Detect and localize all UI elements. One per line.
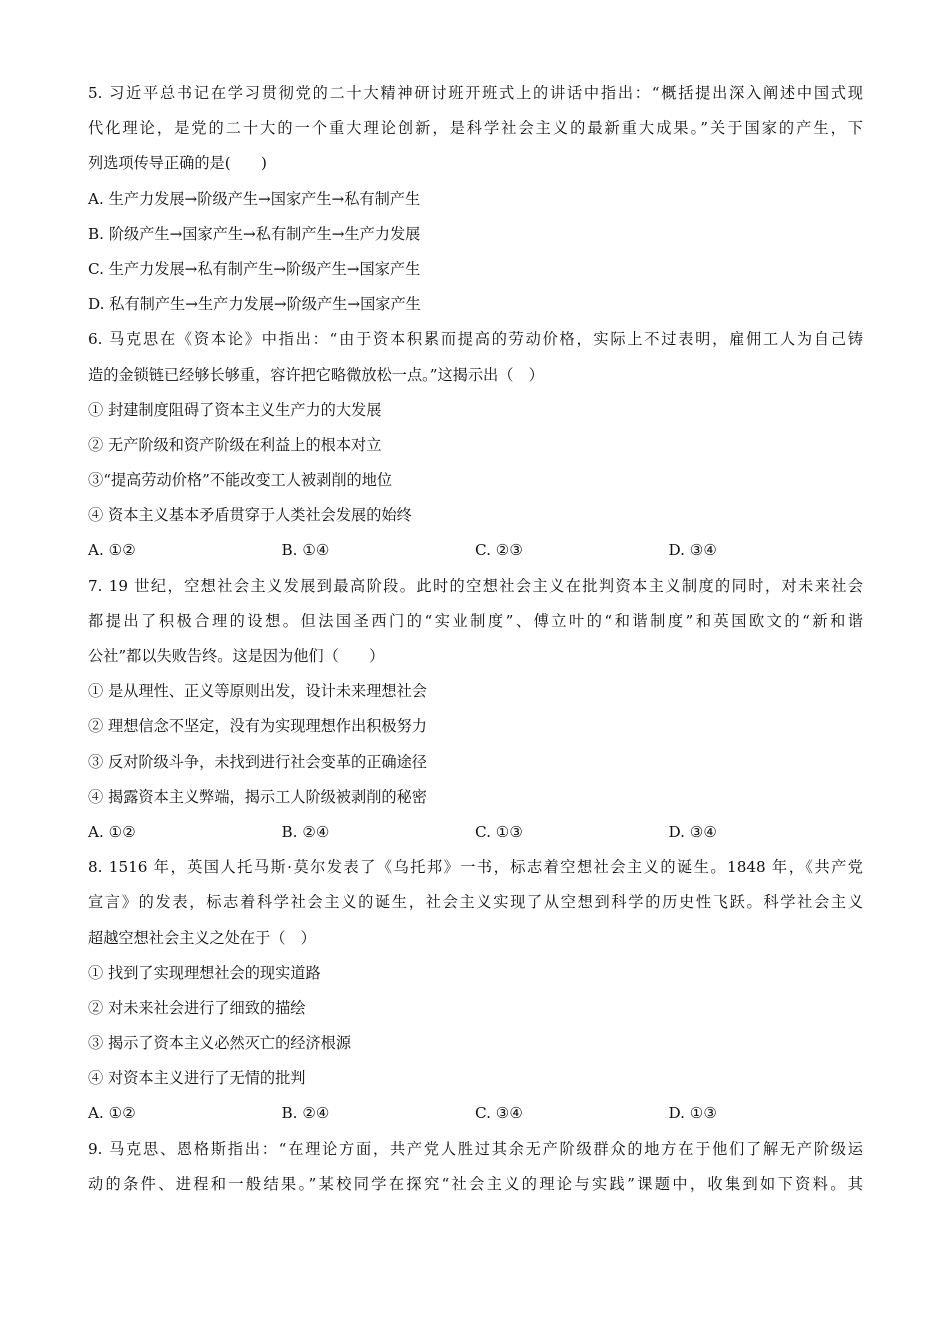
question-stem-line: 5. 习近平总书记在学习贯彻党的二十大精神研讨班开班式上的讲话中指出：“概括提出深入阐述中国式现 bbox=[88, 84, 863, 102]
exam-page bbox=[88, 76, 863, 1202]
option-c: C. ①③ bbox=[475, 822, 523, 841]
statement-1: ① 是从理性、正义等原则出发，设计未来理想社会 bbox=[88, 682, 427, 701]
option-a: A. ①② bbox=[88, 1104, 136, 1123]
statement-4: ④ 资本主义基本矛盾贯穿于人类社会发展的始终 bbox=[88, 506, 412, 525]
option-c: C. ③④ bbox=[475, 1104, 523, 1123]
statement-4: ④ 揭露资本主义弊端，揭示工人阶级被剥削的秘密 bbox=[88, 787, 427, 806]
question-stem-line: 造的金锁链已经够长够重，容许把它略微放松一点。”这揭示出（ ） bbox=[88, 365, 544, 384]
question-stem-line: 8. 1516 年，英国人托马斯·莫尔发表了《乌托邦》一书，标志着空想社会主义的诞生。1848 年，《共产党 bbox=[88, 858, 863, 877]
statement-1: ① 找到了实现理想社会的现实道路 bbox=[88, 963, 321, 982]
option-b: B. ②④ bbox=[281, 1104, 330, 1123]
option-a: A. ①② bbox=[88, 822, 136, 841]
question-stem-line: 列选项传导正确的是( ) bbox=[88, 154, 267, 173]
question-stem-line: 动的条件、进程和一般结果。”某校同学在探究“社会主义的理论与实践”课题中，收集到如下资料。其 bbox=[88, 1174, 863, 1193]
choice-a: A. 生产力发展→阶级产生→国家产生→私有制产生 bbox=[88, 189, 421, 208]
question-7 bbox=[88, 569, 863, 851]
choice-c: C. 生产力发展→私有制产生→阶级产生→国家产生 bbox=[88, 259, 421, 278]
statement-3: ③ 反对阶级斗争，未找到进行社会变革的正确途径 bbox=[88, 752, 427, 771]
option-d: D. ③④ bbox=[668, 541, 718, 560]
option-d: D. ①③ bbox=[668, 1104, 718, 1123]
statement-2: ② 无产阶级和资产阶级在利益上的根本对立 bbox=[88, 435, 382, 454]
option-c: C. ②③ bbox=[475, 541, 523, 560]
choice-d: D. 私有制产生→生产力发展→阶级产生→国家产生 bbox=[88, 295, 421, 314]
question-stem-line: 6. 马克思在《资本论》中指出：“由于资本积累而提高的劳动价格，实际上不过表明，雇佣工人为自己铸 bbox=[88, 330, 863, 349]
options-row bbox=[88, 815, 863, 850]
options-row bbox=[88, 1096, 863, 1131]
statement-1: ① 封建制度阻碍了资本主义生产力的大发展 bbox=[88, 400, 382, 419]
question-stem-line: 超越空想社会主义之处在于（ ） bbox=[88, 928, 316, 947]
statement-3: ③ 揭示了资本主义必然灭亡的经济根源 bbox=[88, 1034, 352, 1053]
statement-2: ② 对未来社会进行了细致的描绘 bbox=[88, 998, 306, 1017]
question-9 bbox=[88, 1132, 863, 1202]
statement-2: ② 理想信念不坚定，没有为实现理想作出积极努力 bbox=[88, 717, 427, 736]
choice-b: B. 阶级产生→国家产生→私有制产生→生产力发展 bbox=[88, 224, 421, 243]
statement-3: ③“提高劳动价格”不能改变工人被剥削的地位 bbox=[88, 471, 393, 490]
option-d: D. ③④ bbox=[668, 822, 718, 841]
question-6 bbox=[88, 322, 863, 568]
option-b: B. ②④ bbox=[281, 822, 330, 841]
question-stem-line: 9. 马克思、恩格斯指出：“在理论方面，共产党人胜过其余无产阶级群众的地方在于他们了解无产阶级运 bbox=[88, 1139, 863, 1158]
question-stem-line: 代化理论，是党的二十大的一个重大理论创新，是科学社会主义的最新重大成果。”关于国家的产生，下 bbox=[88, 119, 863, 138]
question-stem-line: 都提出了积极合理的设想。但法国圣西门的“实业制度”、傅立叶的“和谐制度”和英国欧文的“新和谐 bbox=[88, 611, 863, 630]
question-5 bbox=[88, 76, 863, 322]
option-a: A. ①② bbox=[88, 541, 136, 560]
question-stem-line: 公社”都以失败告终。这是因为他们（ ） bbox=[88, 647, 385, 665]
question-stem-line: 宣言》的发表，标志着科学社会主义的诞生，社会主义实现了从空想到科学的历史性飞跃。科学社会主义 bbox=[88, 893, 863, 912]
statement-4: ④ 对资本主义进行了无情的批判 bbox=[88, 1069, 306, 1088]
options-row bbox=[88, 533, 863, 568]
option-b: B. ①④ bbox=[281, 541, 330, 560]
question-stem-line: 7. 19 世纪，空想社会主义发展到最高阶段。此时的空想社会主义在批判资本主义制度的同时，对未来社会 bbox=[88, 576, 863, 595]
question-8 bbox=[88, 850, 863, 1132]
